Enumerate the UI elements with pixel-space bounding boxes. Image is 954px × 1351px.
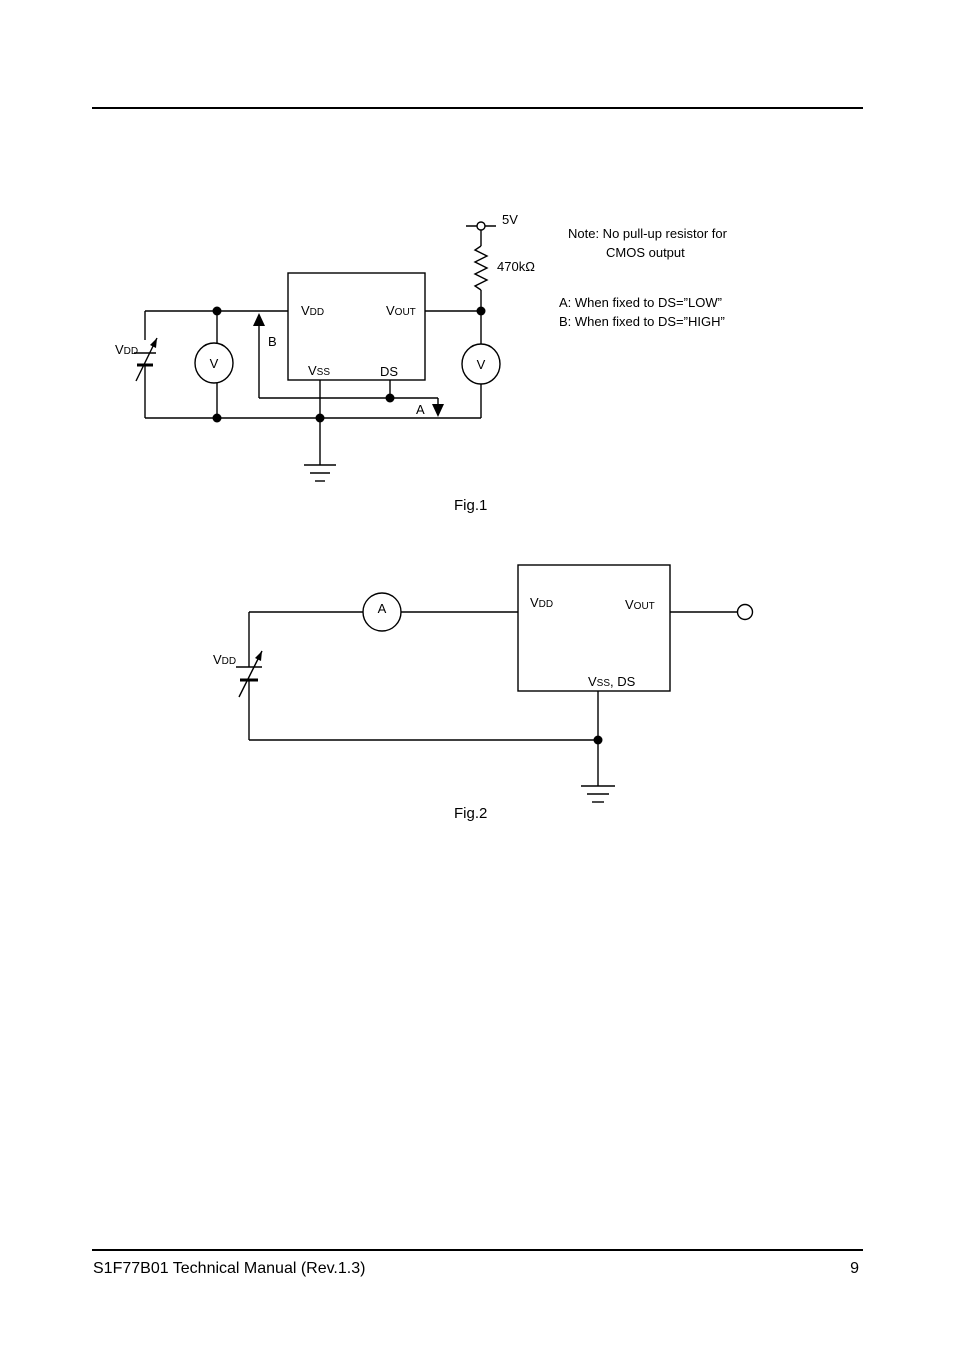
fig1-path-b-label: B bbox=[268, 334, 277, 349]
fig1-path-a-arrow-icon bbox=[432, 404, 444, 417]
fig1-note-line1: Note: No pull-up resistor for bbox=[568, 226, 727, 241]
fig1-supply-terminal-icon bbox=[477, 222, 485, 230]
fig1-resistor-icon bbox=[475, 246, 487, 290]
fig1-node bbox=[213, 414, 222, 423]
fig2-pin-vss-ds: VSS, DS bbox=[588, 674, 636, 689]
fig2-ic-box bbox=[518, 565, 670, 691]
fig1-voltmeter-right-label: V bbox=[476, 357, 486, 372]
fig1-note-line2: CMOS output bbox=[606, 245, 685, 260]
fig1-legend-a: A: When fixed to DS=”LOW” bbox=[559, 295, 722, 310]
fig1-circuit bbox=[115, 212, 728, 514]
fig2-pin-vdd: VDD bbox=[530, 595, 554, 610]
fig1-resistor-label: 470kΩ bbox=[497, 259, 535, 274]
fig2-circuit bbox=[213, 565, 753, 822]
fig2-pin-vout: VOUT bbox=[625, 597, 655, 612]
fig1-voltmeter-left-label: V bbox=[209, 356, 219, 371]
fig2-output-terminal-icon bbox=[738, 605, 753, 620]
fig1-pin-vdd: VDD bbox=[301, 303, 325, 318]
fig2-source-label: VDD bbox=[213, 652, 237, 667]
fig1-source-label: VDD bbox=[115, 342, 139, 357]
fig1-node bbox=[213, 307, 222, 316]
fig1-node bbox=[477, 307, 486, 316]
fig1-path-a-label: A bbox=[416, 402, 425, 417]
fig1-node bbox=[316, 414, 325, 423]
fig1-pin-ds: DS bbox=[380, 364, 399, 379]
fig1-ground-icon bbox=[304, 465, 336, 481]
fig1-pin-vout: VOUT bbox=[386, 303, 416, 318]
fig1-node bbox=[386, 394, 395, 403]
fig1-path-b-arrow-icon bbox=[253, 313, 265, 326]
fig1-legend-b: B: When fixed to DS=”HIGH” bbox=[559, 314, 725, 329]
footer-manual-title: S1F77B01 Technical Manual (Rev.1.3) bbox=[93, 1260, 366, 1277]
fig2-ammeter-label: A bbox=[377, 601, 387, 616]
footer-rule bbox=[92, 1249, 863, 1251]
fig2-ground-icon bbox=[581, 786, 615, 802]
fig2-caption: Fig.2 bbox=[454, 805, 488, 822]
fig2-node bbox=[594, 736, 603, 745]
footer-page-number: 9 bbox=[850, 1260, 859, 1277]
fig1-caption: Fig.1 bbox=[454, 497, 488, 514]
fig1-pin-vss: VSS bbox=[308, 363, 331, 378]
fig1-supply-label: 5V bbox=[502, 212, 518, 227]
